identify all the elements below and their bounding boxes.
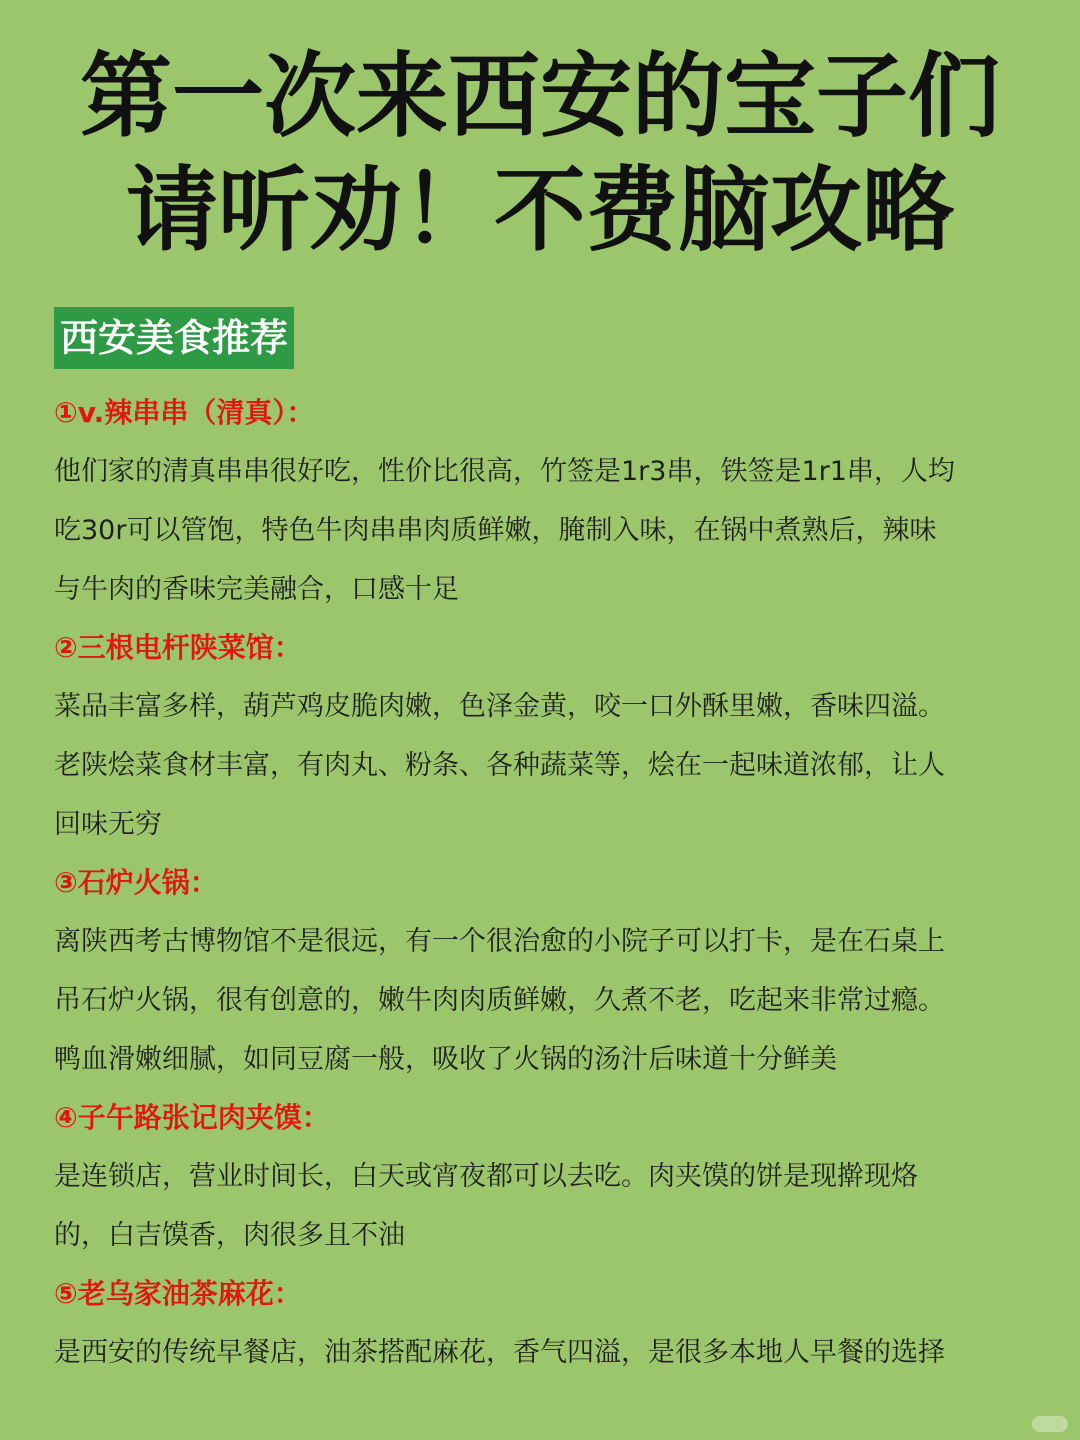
- item-description: [54, 442, 1044, 619]
- description-line: 离陕西考古博物馆不是很远，有一个很治愈的小院子可以打卡，是在石桌上: [54, 926, 945, 957]
- item-heading: ③石炉火锅：: [54, 866, 218, 899]
- item-heading: ②三根电杆陕菜馆：: [54, 631, 302, 664]
- watermark-badge: [1032, 1416, 1068, 1432]
- item-heading: ①v.辣串串（清真）：: [54, 396, 315, 429]
- title-line-2: 请听劝！不费脑攻略: [125, 157, 954, 264]
- list-item: [54, 854, 1044, 1089]
- item-heading: ④子午路张记肉夹馍：: [54, 1101, 330, 1134]
- recommendation-list: [54, 384, 1044, 1382]
- description-line: 是西安的传统早餐店，油茶搭配麻花，香气四溢，是很多本地人早餐的选择: [54, 1337, 945, 1368]
- item-description: [54, 1323, 1044, 1382]
- description-line: 他们家的清真串串很好吃，性价比很高，竹签是1r3串，铁签是1r1串，人均: [54, 456, 955, 487]
- list-item: [54, 1265, 1044, 1382]
- description-line: 吃30r可以管饱，特色牛肉串串肉质鲜嫩，腌制入味，在锅中煮熟后，辣味: [54, 515, 937, 546]
- post-title: [0, 40, 1080, 268]
- description-line: 回味无穷: [54, 809, 162, 840]
- description-line: 老陕烩菜食材丰富，有肉丸、粉条、各种蔬菜等，烩在一起味道浓郁，让人: [54, 750, 945, 781]
- item-heading: ⑤老乌家油茶麻花：: [54, 1277, 302, 1310]
- item-description: [54, 677, 1044, 854]
- list-item: [54, 384, 1044, 619]
- description-line: 吊石炉火锅，很有创意的，嫩牛肉肉质鲜嫩，久煮不老，吃起来非常过瘾。: [54, 985, 945, 1016]
- list-item: [54, 619, 1044, 854]
- description-line: 的，白吉馍香，肉很多且不油: [54, 1220, 405, 1251]
- description-line: 鸭血滑嫩细腻，如同豆腐一般，吸收了火锅的汤汁后味道十分鲜美: [54, 1044, 837, 1075]
- item-description: [54, 1147, 1044, 1265]
- item-description: [54, 912, 1044, 1089]
- title-line-1: 第一次来西安的宝子们: [79, 43, 1000, 150]
- list-item: [54, 1089, 1044, 1265]
- section-tag: 西安美食推荐: [54, 307, 294, 369]
- description-line: 是连锁店，营业时间长，白天或宵夜都可以去吃。肉夹馍的饼是现擀现烙: [54, 1161, 918, 1192]
- description-line: 菜品丰富多样，葫芦鸡皮脆肉嫩，色泽金黄，咬一口外酥里嫩，香味四溢。: [54, 691, 945, 722]
- description-line: 与牛肉的香味完美融合，口感十足: [54, 574, 459, 605]
